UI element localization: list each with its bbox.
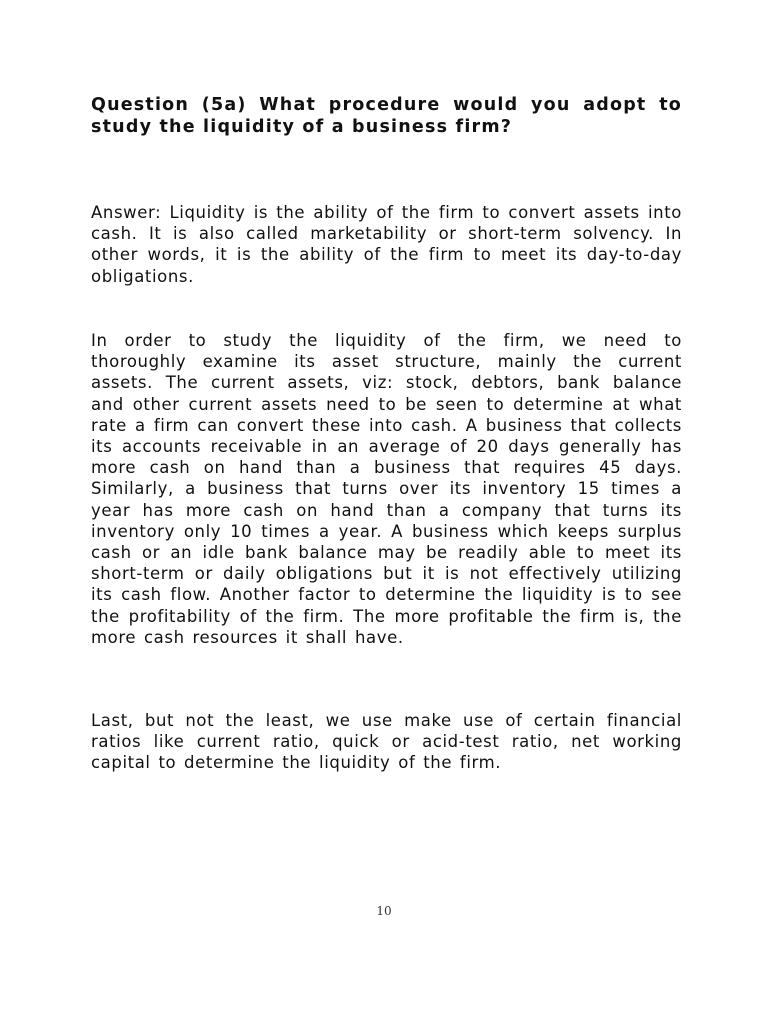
answer-text: Liquidity is the ability of the firm to convert assets into cash. It is also called marketability or short-term solvency. In other words, it is the ability of the firm to meet its day-to-day obligations.: [91, 203, 682, 286]
answer-label: Answer:: [91, 203, 162, 222]
page-number: 10: [376, 904, 392, 918]
answer-paragraph: [91, 202, 682, 287]
body-paragraph-financial-ratios: Last, but not the least, we use make use of certain financial ratios like current ratio, quick or acid-test ratio, net working capital to determine the liquidity of the firm.: [91, 711, 682, 773]
body-paragraph-liquidity-study: In order to study the liquidity of the firm, we need to thoroughly examine its asset structure, mainly the current assets. The current assets, viz: stock, debtors, bank balance and other current assets need to be seen to determine at what rate a firm can convert these into cash. A business that collects its accounts receivable in an average of 20 days generally has more cash on hand than a business that requires 45 days. Similarly, a business that turns over its inventory 15 times a year has more cash on hand than a company that turns its inventory only 10 times a year. A business which keeps surplus cash or an idle bank balance may be readily able to meet its short-term or daily obligations but it is not effectively utilizing its cash flow. Another factor to determine the liquidity is to see the profitability of the firm. The more profitable the firm is, the more cash resources it shall have.: [91, 331, 682, 647]
question-heading: Question (5a) What procedure would you adopt to study the liquidity of a business firm?: [91, 95, 682, 137]
